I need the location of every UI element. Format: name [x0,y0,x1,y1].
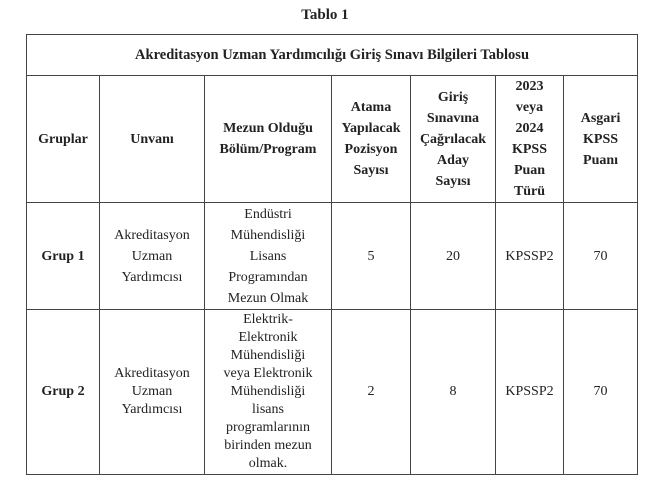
cell-department: Elektrik- Elektronik Mühendisliği veya Elektronik Mühendisliği lisans programlarının birinden mezun olmak. [205,310,332,475]
cell-department: Endüstri Mühendisliği Lisans Programından Mezun Olmak [205,203,332,310]
cell-positions: 5 [332,203,411,310]
cell-title: Akreditasyon Uzman Yardımcısı [100,310,205,475]
cell-candidates: 20 [411,203,496,310]
header-row [27,76,638,203]
cell-min-score: 70 [564,203,638,310]
cell-candidates: 8 [411,310,496,475]
header-groups: Gruplar [27,76,100,203]
header-score-type: 2023 veya 2024 KPSS Puan Türü [496,76,564,203]
caption-row [27,35,638,76]
header-department: Mezun Olduğu Bölüm/Program [205,76,332,203]
table-caption: Akreditasyon Uzman Yardımcılığı Giriş Sınavı Bilgileri Tablosu [27,35,638,76]
cell-score-type: KPSSP2 [496,310,564,475]
cell-group: Grup 2 [27,310,100,475]
cell-score-type: KPSSP2 [496,203,564,310]
table-row [27,310,638,475]
header-positions: Atama Yapılacak Pozisyon Sayısı [332,76,411,203]
exam-info-table [26,34,638,475]
table-title: Tablo 1 [301,7,349,23]
table-row [27,203,638,310]
cell-group: Grup 1 [27,203,100,310]
header-title: Unvanı [100,76,205,203]
header-min-score: Asgari KPSS Puanı [564,76,638,203]
cell-title: Akreditasyon Uzman Yardımcısı [100,203,205,310]
cell-min-score: 70 [564,310,638,475]
cell-positions: 2 [332,310,411,475]
header-candidates: Giriş Sınavına Çağrılacak Aday Sayısı [411,76,496,203]
